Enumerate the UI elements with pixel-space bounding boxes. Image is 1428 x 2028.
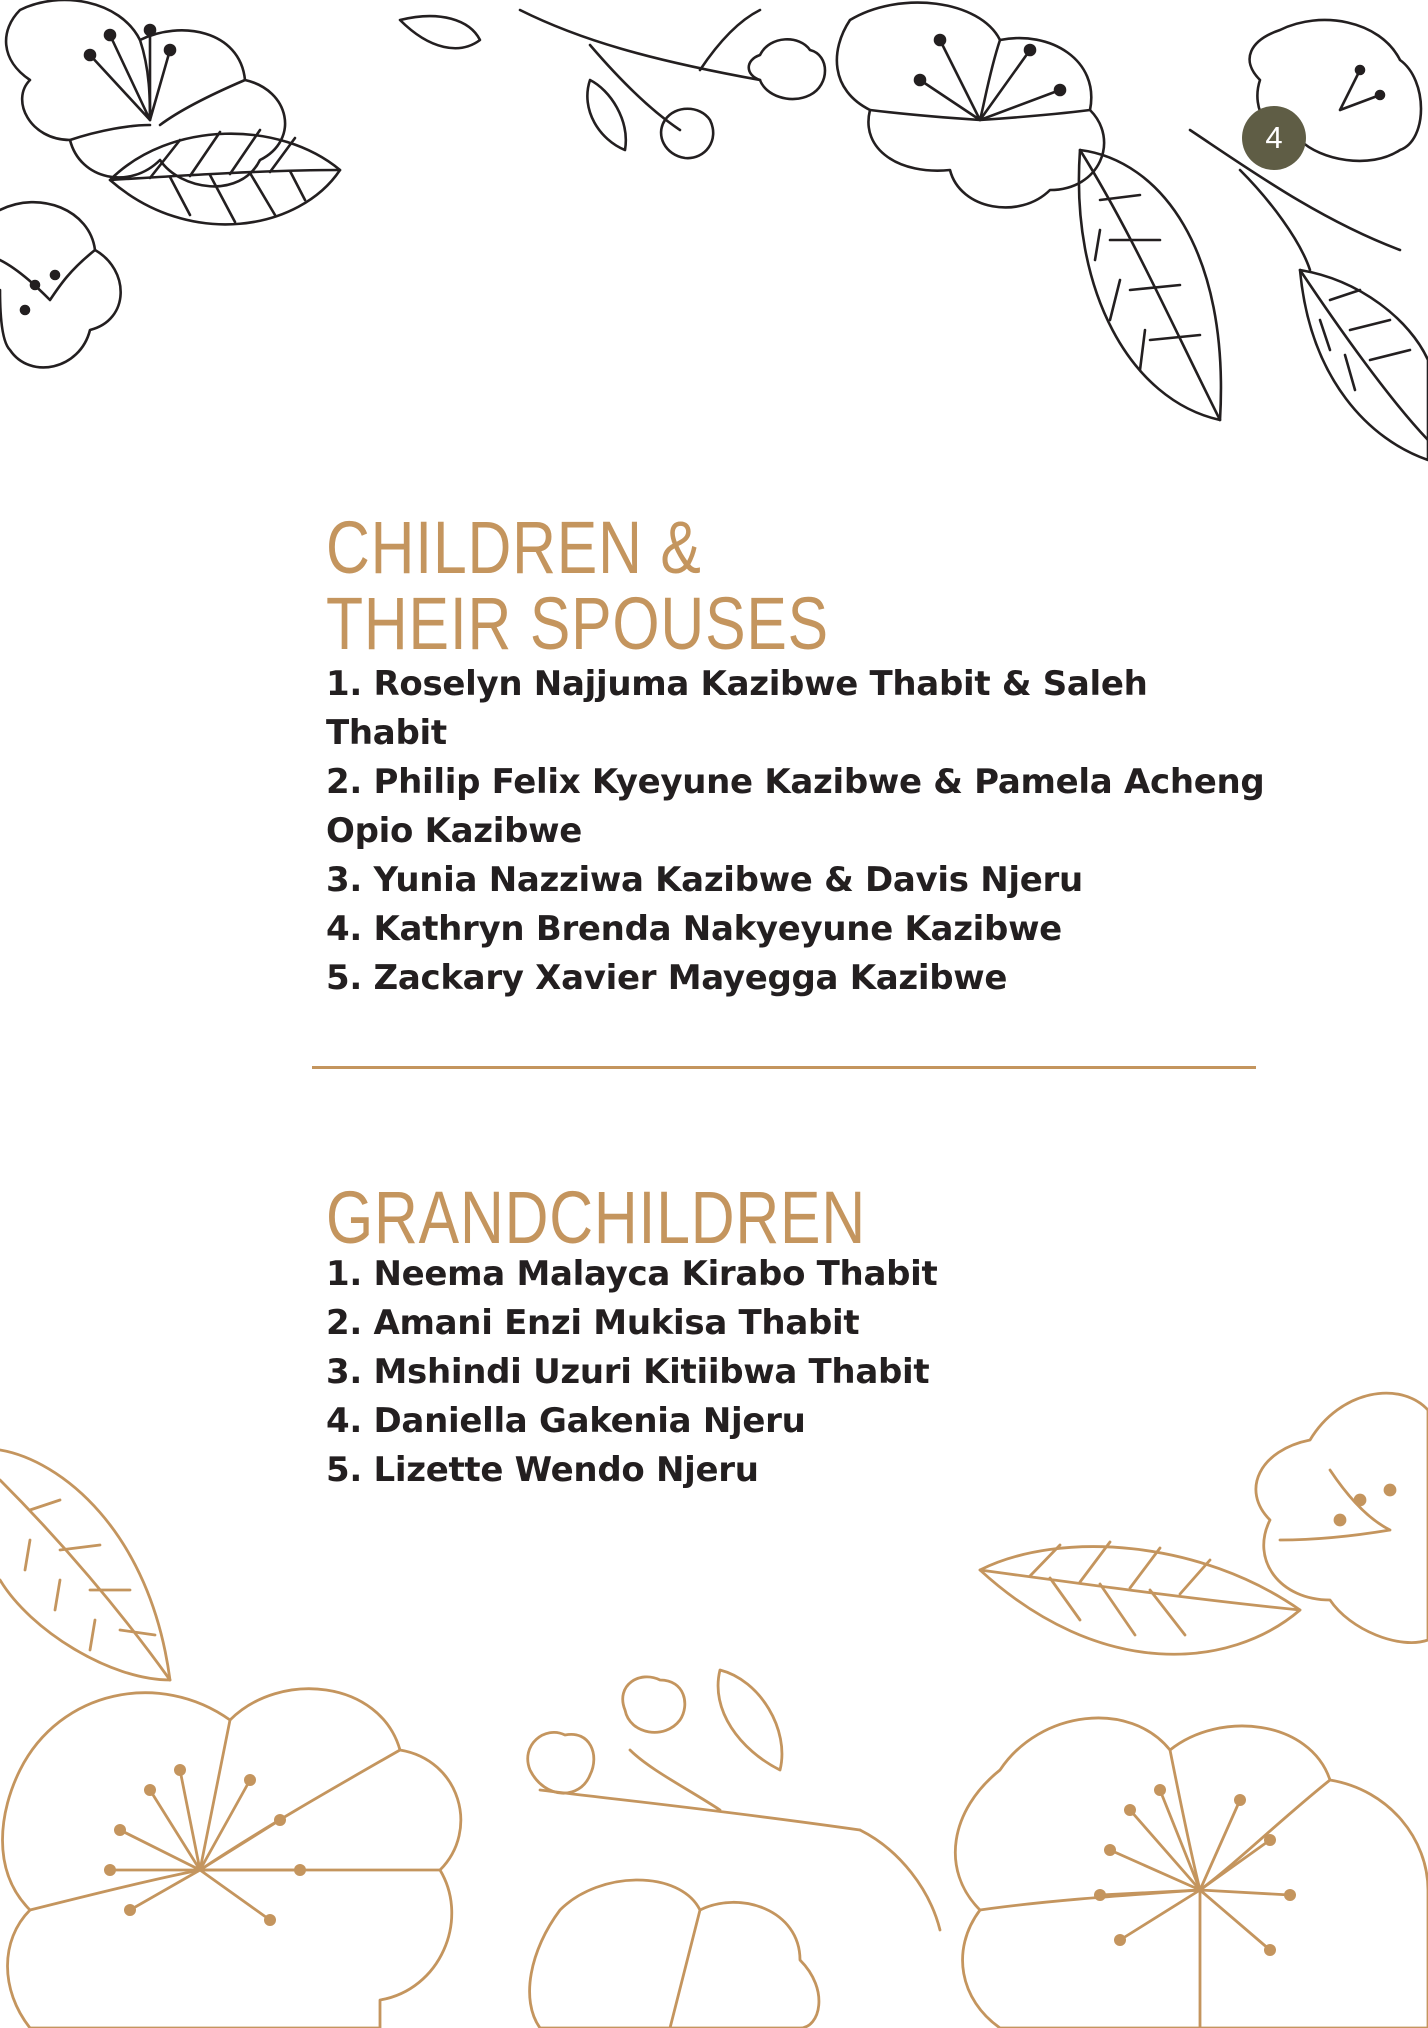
top-center-branch [400, 10, 825, 158]
children-title-line-1: CHILDREN & [326, 506, 702, 589]
list-item: 4. Daniella Gakenia Njeru [326, 1401, 806, 1441]
grandchildren-title [326, 1176, 1105, 1259]
list-item: 2. Philip Felix Kyeyune Kazibwe & Pamela Acheng [326, 762, 1265, 802]
top-floral-illustration [0, 0, 1428, 470]
top-right-flower [837, 3, 1421, 208]
children-title-line-2: THEIR SPOUSES [326, 582, 829, 665]
top-right-leaves [1079, 130, 1428, 460]
section-divider [312, 1066, 1256, 1069]
list-item: 2. Amani Enzi Mukisa Thabit [326, 1303, 860, 1343]
bottom-right-flower [955, 1718, 1428, 2028]
grandchildren-title-line: GRANDCHILDREN [326, 1176, 866, 1259]
list-item: Opio Kazibwe [326, 811, 583, 851]
top-left-lower-flower [0, 202, 121, 367]
bottom-left-leaf [0, 1450, 170, 1680]
list-item: 1. Neema Malayca Kirabo Thabit [326, 1254, 938, 1294]
page-number-badge: 4 [1242, 106, 1306, 170]
bottom-left-flower [3, 1689, 461, 2028]
list-item: 1. Roselyn Najjuma Kazibwe Thabit & Saleh Thabit [326, 664, 1148, 753]
children-list [326, 660, 1276, 1003]
bottom-center-flower [530, 1880, 819, 2028]
children-title [326, 506, 1105, 665]
bottom-right-leaf [980, 1542, 1300, 1654]
bottom-right-upper-flower [1256, 1393, 1428, 1642]
list-item: 3. Mshindi Uzuri Kitiibwa Thabit [326, 1352, 930, 1392]
list-item: 3. Yunia Nazziwa Kazibwe & Davis Njeru [326, 860, 1083, 900]
top-left-flower [6, 0, 285, 186]
bottom-floral-illustration [0, 1350, 1428, 2028]
children-section [326, 506, 1276, 1003]
list-item: 5. Zackary Xavier Mayegga Kazibwe [326, 958, 1008, 998]
top-left-leaf [110, 130, 340, 224]
list-item: 4. Kathryn Brenda Nakyeyune Kazibwe [326, 909, 1062, 949]
list-item: 5. Lizette Wendo Njeru [326, 1450, 759, 1490]
